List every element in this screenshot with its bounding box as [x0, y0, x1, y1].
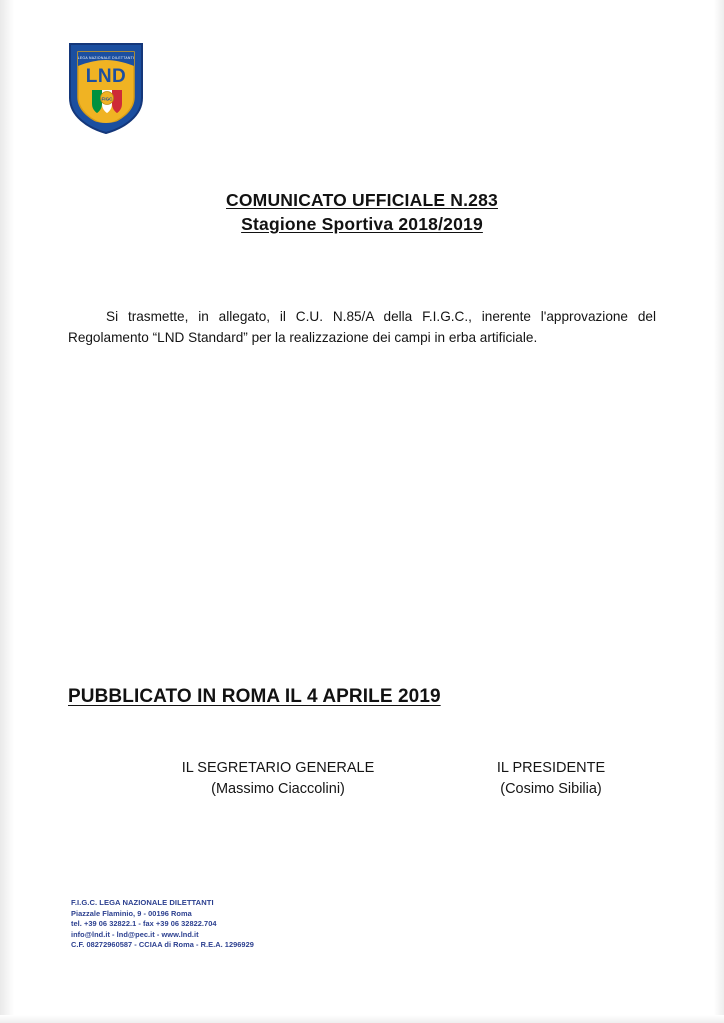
footer-phone: tel. +39 06 32822.1 - fax +39 06 32822.704 — [71, 919, 217, 929]
signature-president-role: IL PRESIDENTE — [496, 760, 606, 776]
shield-icon — [66, 40, 146, 136]
scan-edge-bottom — [0, 1015, 724, 1023]
signature-president-name: (Cosimo Sibilia) — [500, 781, 602, 797]
signature-president — [420, 758, 682, 800]
footer-fiscal-code: C.F. 08272960587 - CCIAA di Roma - R.E.A. 1296929 — [71, 940, 254, 950]
lnd-shield-logo — [66, 40, 146, 136]
body-paragraph — [68, 306, 656, 348]
title-line-1: COMUNICATO UFFICIALE N.283 — [226, 190, 498, 210]
footer-email: info@lnd.it - lnd@pec.it - www.lnd.it — [71, 929, 199, 939]
paragraph-text: Si trasmette, in allegato, il C.U. N.85/A della F.I.G.C., inerente l'approvazione del Regolamento “LND Standard” per la realizzazione dei campi in erba artificiale. — [68, 309, 656, 345]
page-title — [0, 188, 724, 236]
published-line: PUBBLICATO IN ROMA IL 4 APRILE 2019 — [68, 686, 441, 707]
svg-text:FIGC: FIGC — [101, 96, 113, 102]
signature-secretary — [128, 758, 428, 800]
footer-organization: F.I.G.C. LEGA NAZIONALE DILETTANTI — [71, 898, 214, 907]
svg-text:LND: LND — [85, 66, 127, 87]
scan-edge-left — [0, 0, 14, 1023]
signature-block — [68, 758, 664, 810]
signature-secretary-role: IL SEGRETARIO GENERALE — [181, 760, 375, 776]
signature-secretary-name: (Massimo Ciaccolini) — [211, 781, 345, 797]
footer-contact-block — [71, 898, 254, 951]
scan-edge-right — [714, 0, 724, 1023]
svg-text:LEGA NAZIONALE DILETTANTI: LEGA NAZIONALE DILETTANTI — [77, 56, 135, 60]
title-line-2: Stagione Sportiva 2018/2019 — [241, 214, 483, 234]
footer-address: Piazzale Flaminio, 9 - 00196 Roma — [71, 908, 192, 918]
